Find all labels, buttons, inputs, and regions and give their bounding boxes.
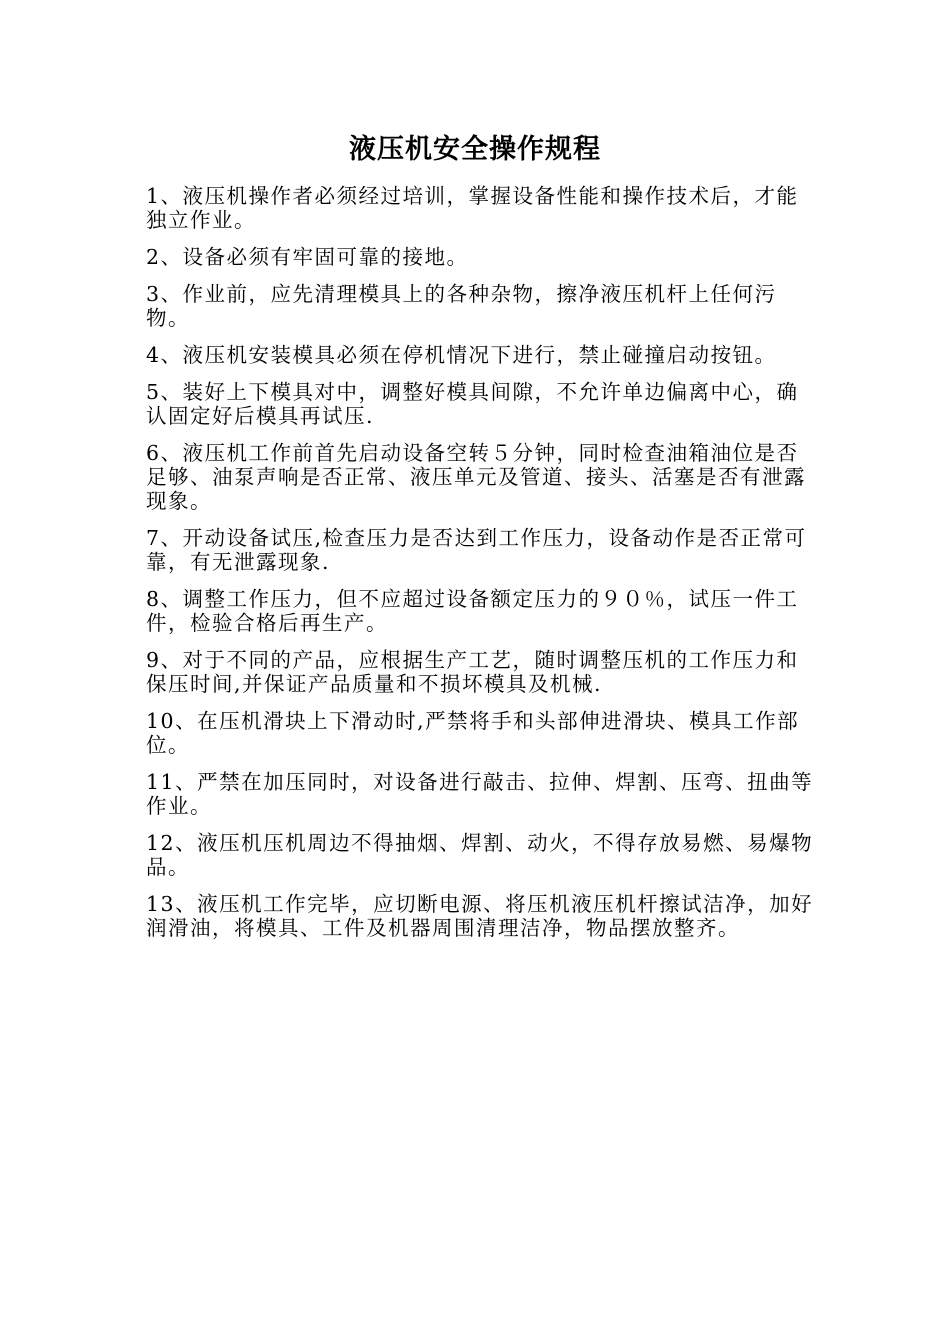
rule-item: 7、开动设备试压,检查压力是否达到工作压力，设备动作是否正常可靠，有无泄露现象.: [146, 526, 807, 574]
rule-item: 11、严禁在加压同时，对设备进行敲击、拉伸、焊割、压弯、扭曲等作业。: [146, 770, 814, 818]
rule-item: 12、液压机压机周边不得抽烟、焊割、动火，不得存放易燃、易爆物品。: [146, 831, 814, 879]
rule-item: 13、液压机工作完毕，应切断电源、将压机液压机杆擦试洁净，加好润滑油，将模具、工件及机器周围清理洁净，物品摆放整齐。: [146, 892, 814, 940]
rules-list: [146, 184, 814, 953]
rule-item: 5、装好上下模具对中，调整好模具间隙，不允许单边偏离中心，确认固定好后模具再试压.: [146, 380, 799, 428]
rule-item: 1、液压机操作者必须经过培训，掌握设备性能和操作技术后，才能独立作业。: [146, 184, 799, 232]
rule-item: 2、设备必须有牢固可靠的接地。: [146, 245, 469, 269]
rule-item: 6、液压机工作前首先启动设备空转５分钟，同时检查油箱油位是否足够、油泵声响是否正常、液压单元及管道、接头、活塞是否有泄露现象。: [146, 441, 806, 513]
rule-item: 3、作业前，应先清理模具上的各种杂物，擦净液压机杆上任何污物。: [146, 282, 777, 330]
rule-item: 9、对于不同的产品，应根据生产工艺，随时调整压机的工作压力和保压时间,并保证产品质量和不损坏模具及机械.: [146, 648, 799, 696]
rule-item: 8、调整工作压力，但不应超过设备额定压力的９０％，试压一件工件，检验合格后再生产。: [146, 587, 799, 635]
document-title: 液压机安全操作规程: [349, 134, 601, 165]
rule-item: 10、在压机滑块上下滑动时,严禁将手和头部伸进滑块、模具工作部位。: [146, 709, 800, 757]
rule-item: 4、液压机安装模具必须在停机情况下进行，禁止碰撞启动按钮。: [146, 343, 777, 367]
